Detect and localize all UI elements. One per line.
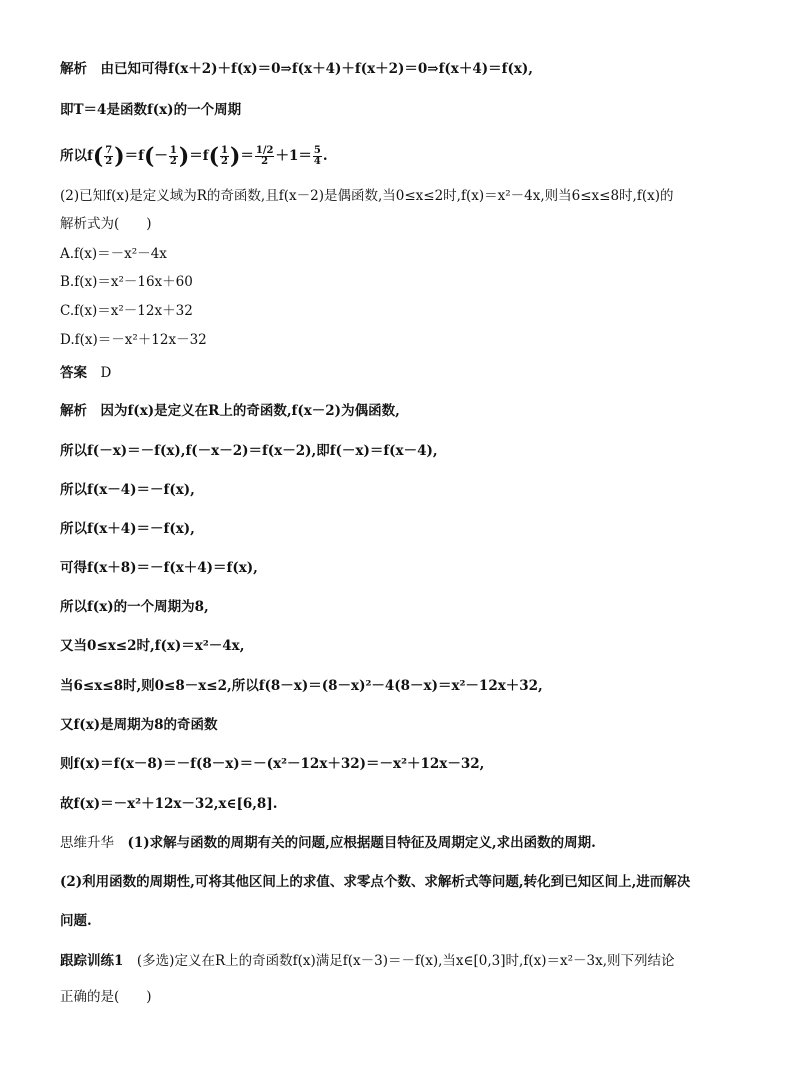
line-16: 所以f(x)的一个周期为8, — [60, 599, 209, 615]
option-c: C.f(x)＝x²－12x＋32 — [60, 303, 193, 319]
line-1: 解析 由已知可得f(x＋2)＋f(x)＝0⇒f(x＋4)＋f(x＋2)＝0⇒f(x＋4)＝f(x), — [60, 61, 533, 77]
option-a: A.f(x)＝－x²－4x — [60, 246, 167, 262]
summary-line-1: 思维升华 (1)求解与函数的周期有关的问题,应根据题目特征及周期定义,求出函数的周期. — [60, 835, 596, 851]
summary-line-3: 问题. — [60, 913, 92, 929]
option-b: B.f(x)＝x²－16x＋60 — [60, 274, 193, 290]
summary-line-2: (2)利用函数的周期性,可将其他区间上的求值、求零点个数、求解析式等问题,转化到已知区间上,进而解决 — [60, 874, 691, 890]
line-18: 当6≤x≤8时,则0≤8－x≤2,所以f(8－x)＝(8－x)²－4(8－x)＝x²－12x＋32, — [60, 678, 543, 694]
line-5: 解析式为( ) — [60, 216, 152, 232]
exercise-line-1: 跟踪训练1 (多选)定义在R上的奇函数f(x)满足f(x－3)＝－f(x),当x∈[0,3]时,f(x)＝x²－3x,则下列结论 — [60, 953, 675, 969]
analysis-label: 解析 — [60, 61, 87, 77]
line-14: 所以f(x＋4)＝－f(x), — [60, 521, 195, 537]
exercise-line-2: 正确的是( ) — [60, 989, 152, 1005]
option-d: D.f(x)＝－x²＋12x－32 — [60, 332, 207, 348]
frac-1-2-b: $\frac{1}{2}$ — [220, 145, 228, 167]
line-4: (2)已知f(x)是定义域为R的奇函数,且f(x－2)是偶函数,当0≤x≤2时,f(x)＝x²－4x,则当6≤x≤8时,f(x)的 — [60, 188, 674, 204]
line-15: 可得f(x＋8)＝－f(x＋4)＝f(x), — [60, 560, 258, 576]
line-13: 所以f(x－4)＝－f(x), — [60, 482, 195, 498]
analysis-line-2: 解析 因为f(x)是定义在R上的奇函数,f(x－2)为偶函数, — [60, 403, 400, 419]
line-3-fraction-eq: 所以f( $\frac{7}{2}$ )＝f(－ $\frac{1}{2}$ )＝f( $\frac{1}{2}$ )＝ $\frac{1/2}{2}$ ＋1＝ $\frac{5}{4}$ . — [60, 143, 328, 170]
answer-line: 答案 D — [60, 365, 112, 381]
line-17: 又当0≤x≤2时,f(x)＝x²－4x, — [60, 638, 245, 654]
frac-nested: $\frac{1/2}{2}$ — [255, 145, 274, 167]
line-20: 则f(x)＝f(x－8)＝－f(8－x)＝－(x²－12x＋32)＝－x²＋12x－32, — [60, 756, 485, 772]
frac-1-2-a: $\frac{1}{2}$ — [169, 145, 177, 167]
line-2: 即T＝4是函数f(x)的一个周期 — [60, 102, 242, 118]
line-12: 所以f(－x)＝－f(x),f(－x－2)＝f(x－2),即f(－x)＝f(x－4), — [60, 443, 438, 459]
line-19: 又f(x)是周期为8的奇函数 — [60, 717, 218, 733]
line-21: 故f(x)＝－x²＋12x－32,x∈[6,8]. — [60, 796, 278, 812]
frac-7-2: $\frac{7}{2}$ — [105, 145, 113, 167]
frac-5-4: $\frac{5}{4}$ — [313, 145, 321, 167]
